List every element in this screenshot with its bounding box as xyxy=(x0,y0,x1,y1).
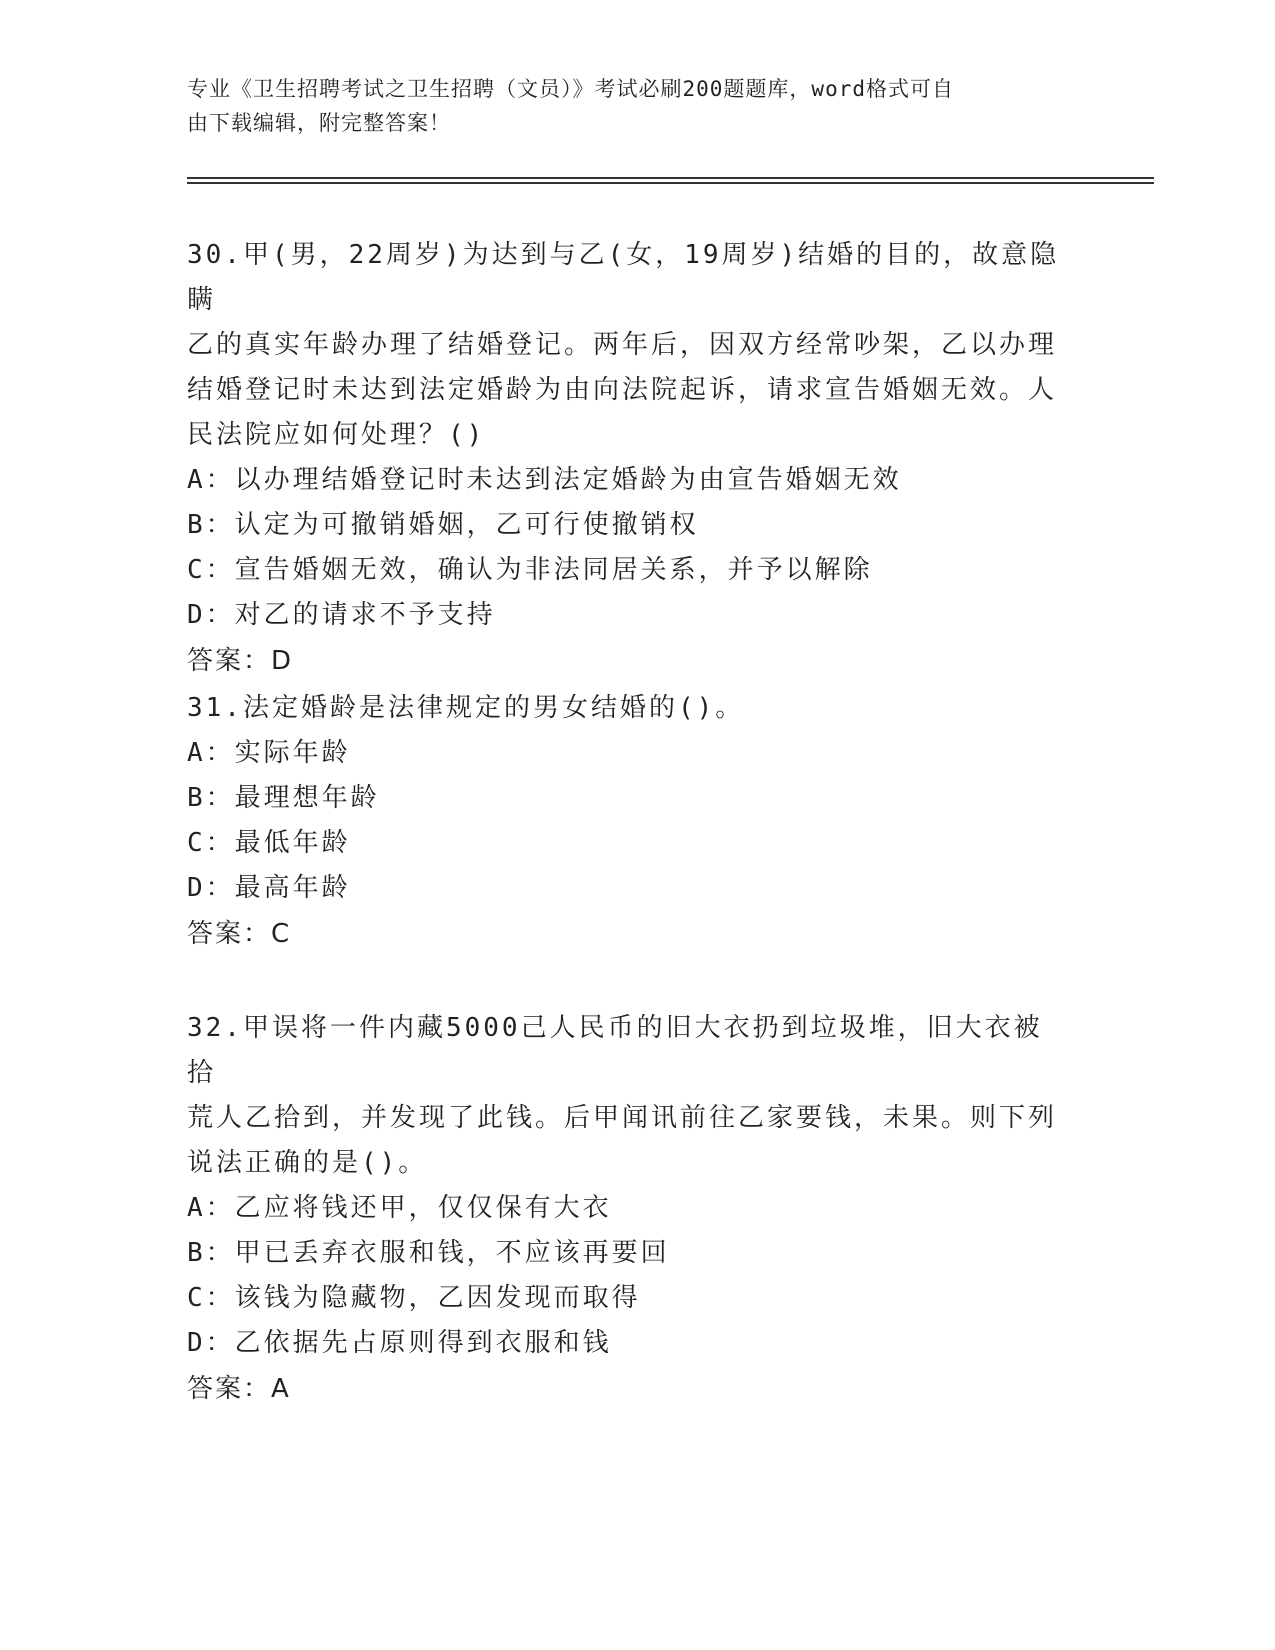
answer-label: 答案：D xyxy=(187,646,294,676)
option-b: B：最理想年龄 xyxy=(187,783,380,813)
option-c: C：宣告婚姻无效，确认为非法同居关系，并予以解除 xyxy=(187,555,873,585)
question-stem-line: 32.甲误将一件内藏5000己人民币的旧大衣扔到垃圾堆，旧大衣被拾 xyxy=(187,1013,1043,1088)
question-32 xyxy=(187,1006,1067,1413)
question-stem-line: 荒人乙拾到，并发现了此钱。后甲闻讯前往乙家要钱，未果。则下列 xyxy=(187,1103,1058,1133)
option-c: C：最低年龄 xyxy=(187,828,351,858)
header-line-1: 专业《卫生招聘考试之卫生招聘（文员）》考试必刷200题题库，word格式可自 xyxy=(187,77,954,101)
header-line-2: 由下载编辑，附完整答案！ xyxy=(187,111,451,135)
question-31 xyxy=(187,686,1067,958)
option-d: D：对乙的请求不予支持 xyxy=(187,600,496,630)
answer-label: 答案：A xyxy=(187,1374,291,1404)
question-stem-line: 结婚登记时未达到法定婚龄为由向法院起诉，请求宣告婚姻无效。人 xyxy=(187,375,1058,405)
option-d: D：最高年龄 xyxy=(187,873,351,903)
option-d: D：乙依据先占原则得到衣服和钱 xyxy=(187,1328,612,1358)
answer-label: 答案：C xyxy=(187,919,292,949)
header-divider-top xyxy=(187,177,1154,179)
header-divider-bottom xyxy=(187,182,1154,184)
option-b: B：甲已丢弃衣服和钱，不应该再要回 xyxy=(187,1238,670,1268)
question-stem-line: 乙的真实年龄办理了结婚登记。两年后，因双方经常吵架，乙以办理 xyxy=(187,330,1058,360)
document-header xyxy=(187,72,1067,140)
option-a: A：实际年龄 xyxy=(187,738,351,768)
option-a: A：以办理结婚登记时未达到法定婚龄为由宣告婚姻无效 xyxy=(187,465,902,495)
question-30 xyxy=(187,233,1067,685)
option-c: C：该钱为隐藏物，乙因发现而取得 xyxy=(187,1283,641,1313)
question-stem-line: 说法正确的是()。 xyxy=(187,1148,428,1178)
question-stem-line: 30.甲(男，22周岁)为达到与乙(女，19周岁)结婚的目的，故意隐瞒 xyxy=(187,240,1060,315)
option-a: A：乙应将钱还甲，仅仅保有大衣 xyxy=(187,1193,612,1223)
question-stem-line: 31.法定婚龄是法律规定的男女结婚的()。 xyxy=(187,693,745,723)
question-stem-line: 民法院应如何处理？() xyxy=(187,420,486,450)
option-b: B：认定为可撤销婚姻，乙可行使撤销权 xyxy=(187,510,699,540)
